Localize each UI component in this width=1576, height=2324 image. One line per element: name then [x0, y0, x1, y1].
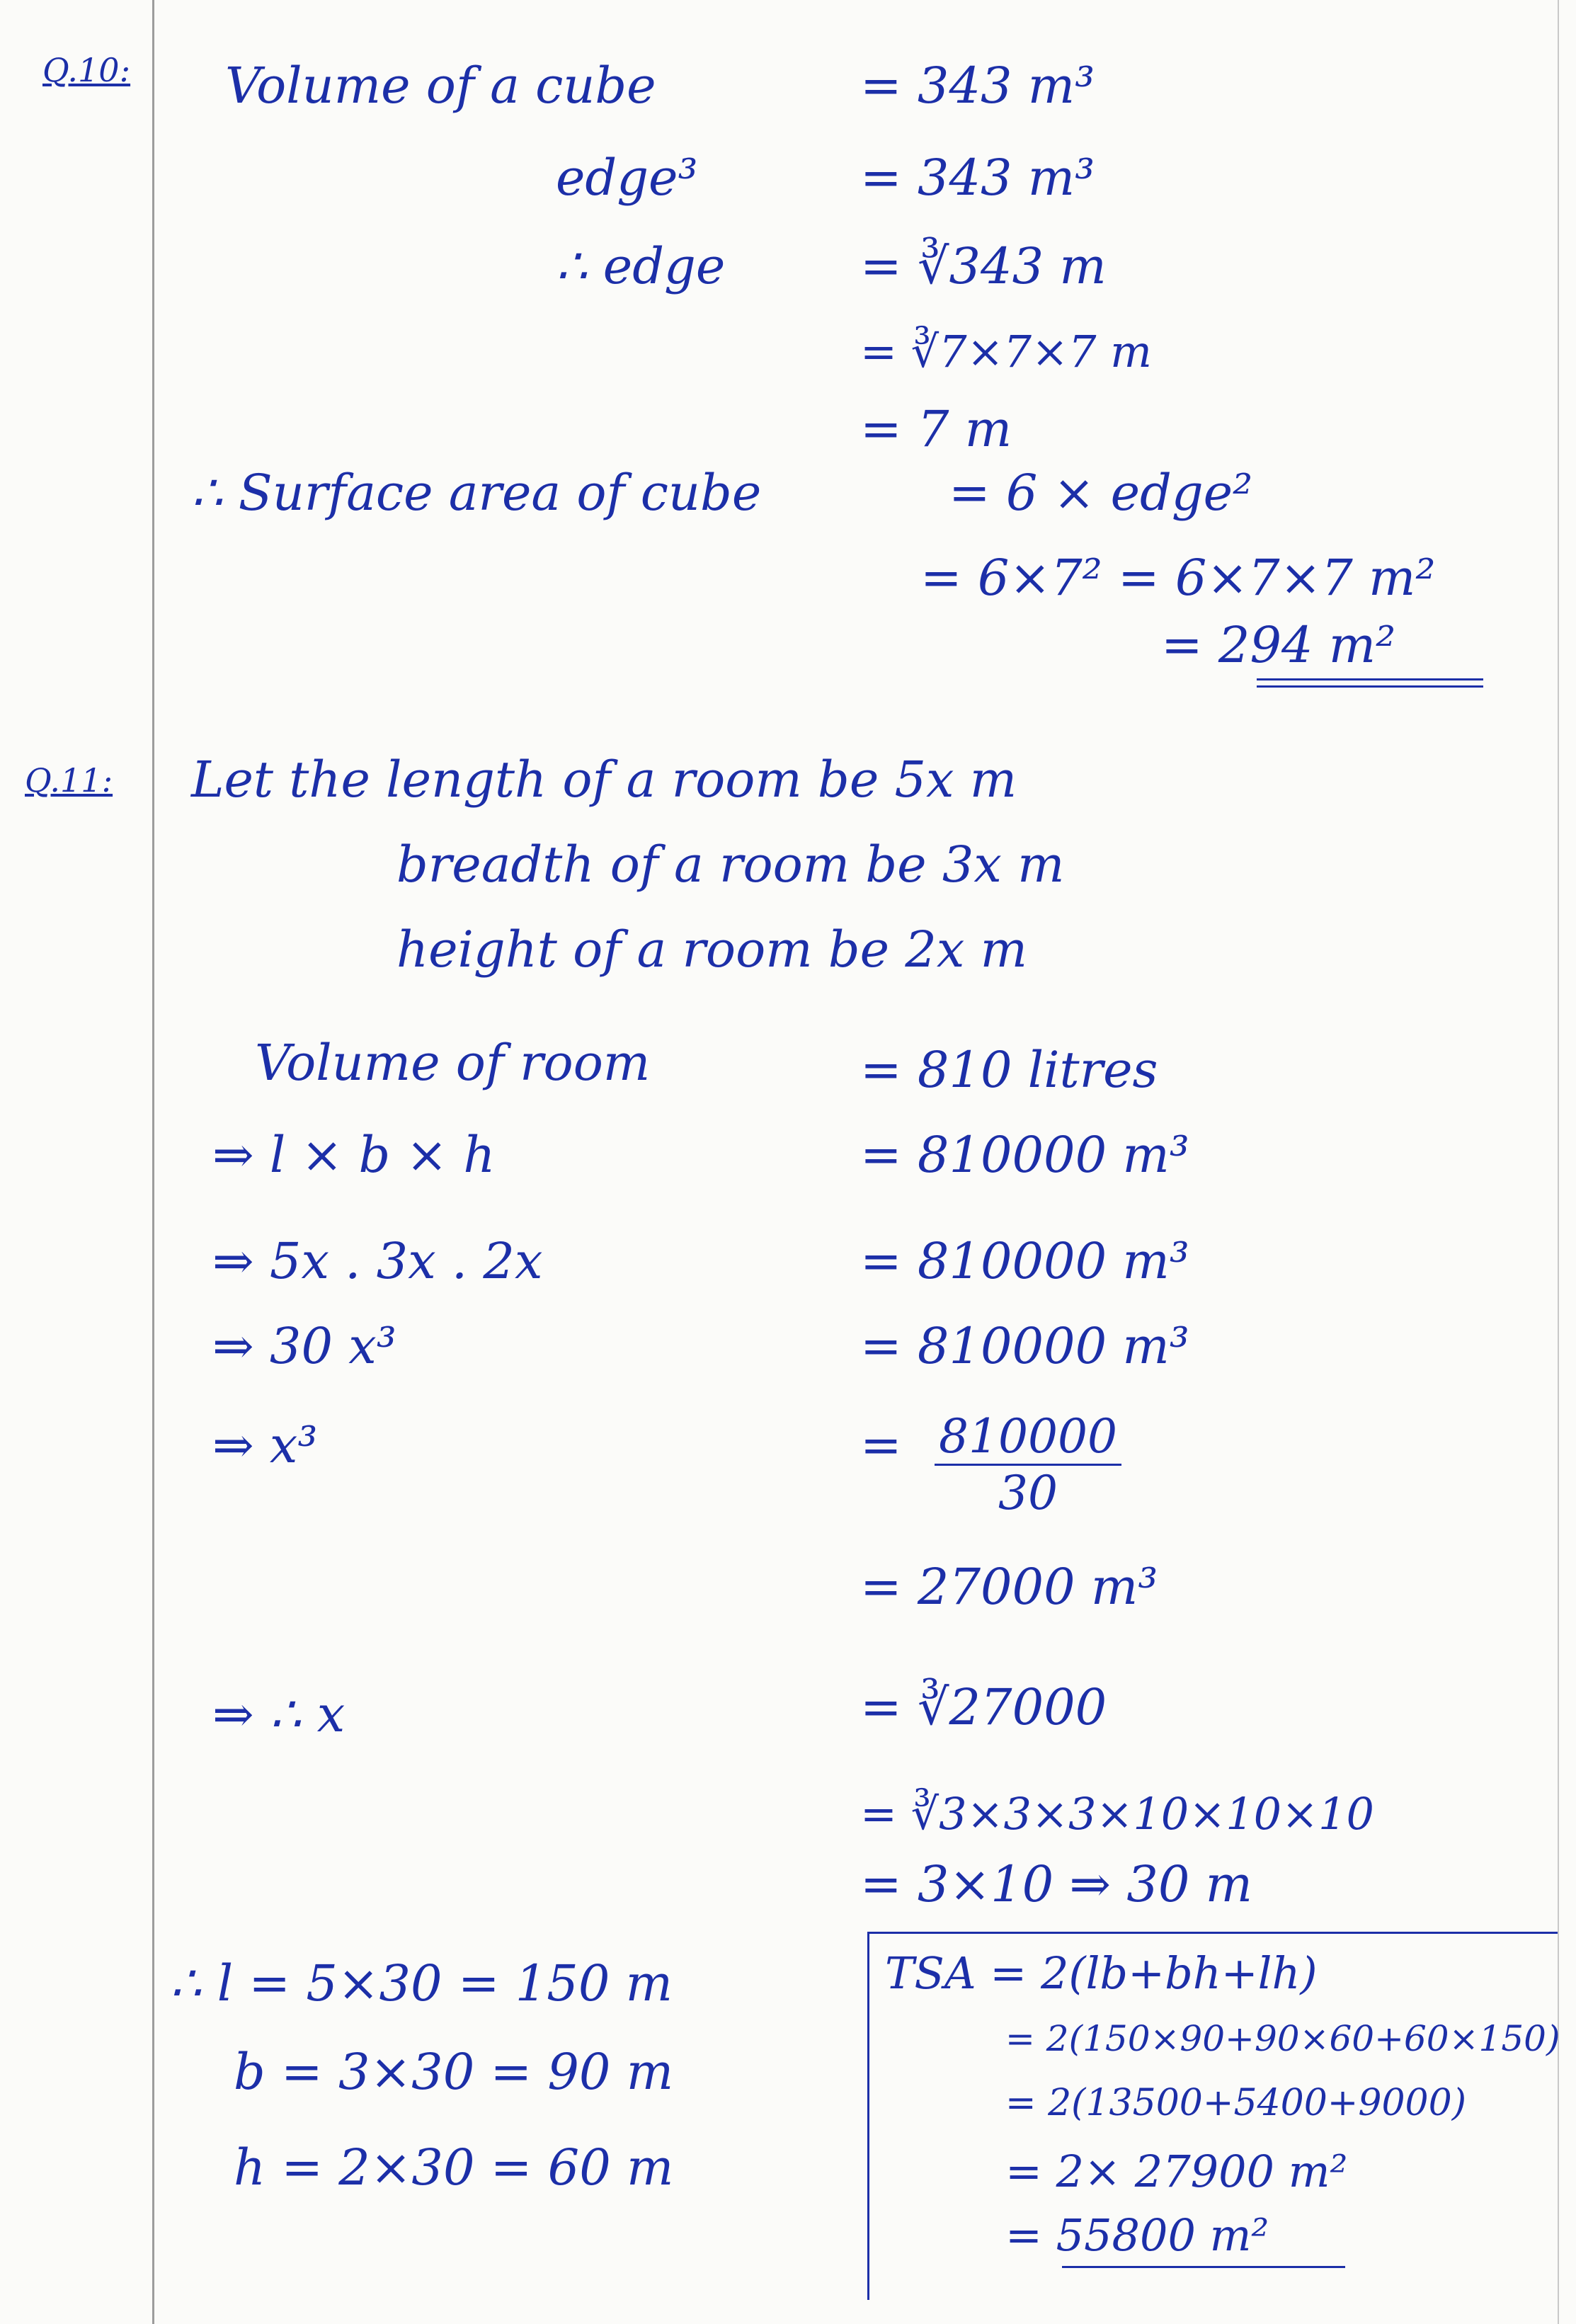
q11-step-7-lhs: ⇒ ∴ x	[212, 1685, 346, 1743]
q11-step-4-lhs: ⇒ 30 x³	[212, 1317, 396, 1375]
q11-dim-length: ∴ l = 5×30 = 150 m	[170, 1954, 673, 2012]
q11-step-9-rhs: = 3×10 ⇒ 30 m	[860, 1855, 1253, 1913]
q11-step-4-rhs: = 810000 m³	[860, 1317, 1189, 1375]
page-edge-line	[1558, 0, 1559, 2324]
q10-line-8-rhs: = 294 m²	[1161, 616, 1396, 674]
q11-tsa-line-1: TSA = 2(lb+bh+lh)	[885, 1947, 1318, 1999]
q10-line-6-rhs: = 6 × edge²	[949, 464, 1253, 522]
q11-tsa-line-5: = 55800 m²	[1005, 2209, 1269, 2261]
q10-line-3-lhs: ∴ edge	[556, 237, 726, 295]
q11-fraction	[935, 1409, 1121, 1520]
q10-line-4-rhs: = ∛7×7×7 m	[860, 326, 1152, 377]
q11-dim-height: h = 2×30 = 60 m	[234, 2138, 674, 2197]
q11-step-3-lhs: ⇒ 5x . 3x . 2x	[212, 1232, 543, 1290]
q11-step-8-rhs: = ∛3×3×3×10×10×10	[860, 1788, 1374, 1840]
q11-intro-length: Let the length of a room be 5x m	[191, 751, 1017, 809]
q11-step-2-rhs: = 810000 m³	[860, 1126, 1189, 1184]
q11-label: Q.11:	[25, 761, 113, 799]
q11-answer-underline	[1062, 2266, 1345, 2268]
q10-line-6-lhs: ∴ Surface area of cube	[191, 464, 762, 522]
q11-tsa-line-4: = 2× 27900 m²	[1005, 2146, 1348, 2197]
q10-answer-underline-2	[1257, 685, 1483, 688]
q10-line-2-rhs: = 343 m³	[860, 149, 1095, 207]
tsa-box-left	[867, 1932, 869, 2300]
q11-intro-height: height of a room be 2x m	[396, 921, 1027, 979]
q11-step-6-rhs: = 27000 m³	[860, 1558, 1158, 1616]
q10-answer-underline-1	[1257, 678, 1483, 680]
q11-step-1-rhs: = 810 litres	[860, 1041, 1158, 1099]
q11-tsa-line-2: = 2(150×90+90×60+60×150)	[1005, 2018, 1560, 2059]
q11-step-3-rhs: = 810000 m³	[860, 1232, 1189, 1290]
q10-line-1-lhs: Volume of a cube	[225, 57, 656, 115]
q11-step-5-lhs: ⇒ x³	[212, 1416, 318, 1474]
q11-intro-breadth: breadth of a room be 3x m	[396, 836, 1065, 894]
q11-dim-breadth: b = 3×30 = 90 m	[234, 2043, 674, 2101]
q10-line-7-rhs: = 6×7² = 6×7×7 m²	[920, 549, 1436, 607]
q11-fraction-denominator: 30	[998, 1466, 1058, 1520]
tsa-box-top	[867, 1932, 1558, 1934]
q10-line-2-lhs: edge³	[556, 149, 698, 207]
q11-fraction-numerator: 810000	[935, 1409, 1121, 1466]
q11-step-2-lhs: ⇒ l × b × h	[212, 1126, 496, 1184]
q10-line-5-rhs: = 7 m	[860, 400, 1012, 458]
q11-step-7-rhs: = ∛27000	[860, 1678, 1107, 1736]
q10-line-1-rhs: = 343 m³	[860, 57, 1095, 115]
q11-step-1-lhs: Volume of room	[255, 1034, 651, 1092]
q11-step-5-rhs: =	[860, 1416, 902, 1474]
margin-line	[152, 0, 154, 2324]
q11-tsa-line-3: = 2(13500+5400+9000)	[1005, 2082, 1466, 2124]
q10-label: Q.10:	[42, 51, 131, 89]
q10-line-3-rhs: = ∛343 m	[860, 237, 1107, 295]
